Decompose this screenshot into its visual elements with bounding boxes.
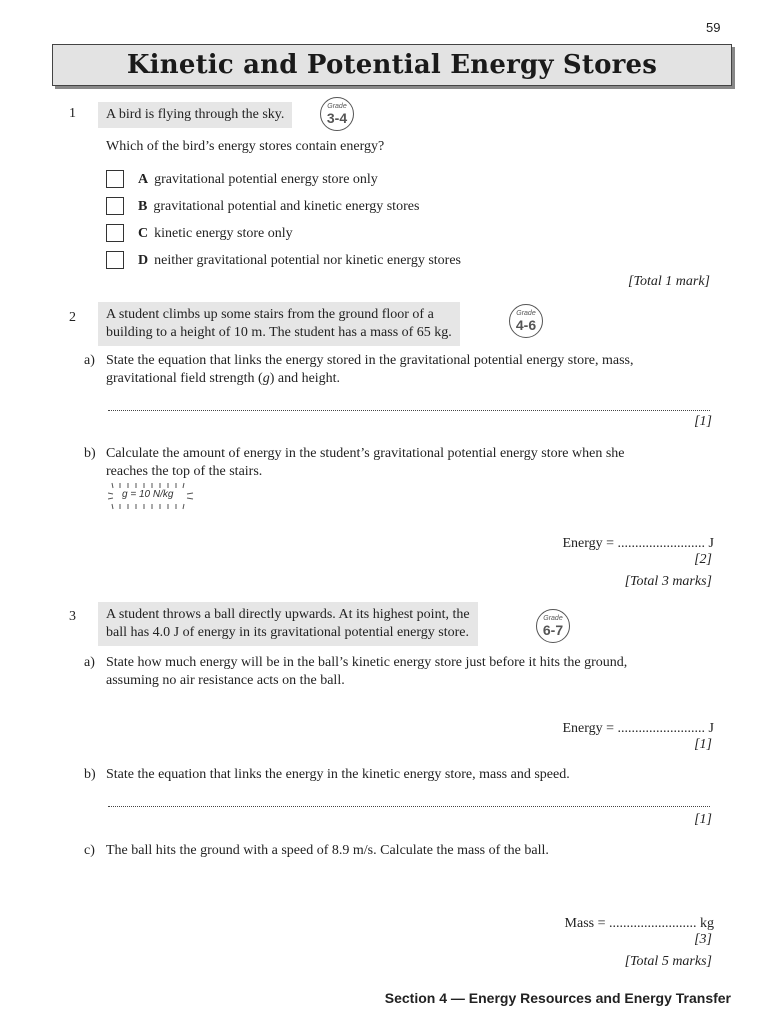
option-c-checkbox[interactable] [106,224,124,242]
stem-line: ball has 4.0 J of energy in its gravitational potential energy store. [106,625,470,640]
part-label: b) [84,446,96,461]
question-2a-text [106,352,633,388]
question-2a-mark: [1] [694,414,712,429]
question-1-stem: A bird is flying through the sky. [98,102,292,128]
grade-range: 6-7 [542,621,564,638]
option-d-checkbox[interactable] [106,251,124,269]
option-letter: B [138,199,148,214]
option-b-checkbox[interactable] [106,197,124,215]
question-3c-text: The ball hits the ground with a speed of 8.9 m/s. Calculate the mass of the ball. [106,843,549,858]
text-line: Calculate the amount of energy in the student’s gravitational potential energy store when she [106,446,625,461]
question-3a-text [106,654,627,690]
question-3-total: [Total 5 marks] [624,954,712,969]
question-3c-answer[interactable]: Mass = ......................... kg [564,916,714,931]
question-1-prompt: Which of the bird’s energy stores contain energy? [106,139,385,154]
question-3b-mark: [1] [694,812,712,827]
grade-range: 3-4 [326,109,348,126]
part-label: a) [84,655,95,670]
question-3-stem [98,602,478,646]
stem-line: A student throws a ball directly upwards. At its highest point, the [106,607,470,622]
question-3b-text: State the equation that links the energy in the kinetic energy store, mass and speed. [106,767,570,782]
grade-range: 4-6 [515,316,537,333]
grade-badge-q3 [536,609,570,643]
option-letter: A [138,172,149,187]
page-title-box [52,44,732,86]
option-text: neither gravitational potential nor kinetic energy stores [154,253,461,268]
question-2b-mark: [2] [694,552,712,567]
option-text: gravitational potential and kinetic energy stores [153,199,420,214]
text-line: State how much energy will be in the ball’s kinetic energy store just before it hits the ground, [106,655,628,670]
grade-label: Grade [543,614,563,622]
stem-line: A student climbs up some stairs from the ground floor of a [106,307,434,322]
grade-label: Grade [327,102,347,110]
page-title: Kinetic and Potential Energy Stores [126,50,658,80]
text-line: gravitational field strength (g) and height. [106,371,341,386]
option-d [138,252,461,270]
option-c [138,225,293,243]
answer-line[interactable] [108,410,710,411]
stem-line: building to a height of 10 m. The student has a mass of 65 kg. [106,325,452,340]
option-letter: D [138,253,149,268]
grade-badge-q2 [509,304,543,338]
question-3a-mark: [1] [694,737,712,752]
option-text: kinetic energy store only [154,226,293,241]
section-footer: Section 4 — Energy Resources and Energy Transfer [384,990,731,1006]
answer-line[interactable] [108,806,710,807]
question-3c-mark: [3] [694,932,712,947]
part-label: b) [84,767,96,782]
hint-bubble [108,481,194,511]
grade-label: Grade [516,309,536,317]
part-label: c) [84,843,95,858]
question-2-number: 2 [69,310,76,325]
question-2b-text [106,445,625,481]
text-line: State the equation that links the energy stored in the gravitational potential energy store, mass, [106,353,634,368]
option-a [138,171,378,189]
grade-badge-q1 [320,97,354,131]
question-3-number: 3 [69,609,76,624]
part-label: a) [84,353,95,368]
option-letter: C [138,226,149,241]
question-1-number: 1 [69,106,76,121]
text-line: reaches the top of the stairs. [106,464,263,479]
option-b [138,198,419,216]
option-text: gravitational potential energy store only [154,172,378,187]
question-2b-answer[interactable]: Energy = ......................... J [562,536,714,551]
question-3a-answer[interactable]: Energy = ......................... J [562,721,714,736]
page-number: 59 [706,20,721,35]
question-2-stem [98,302,460,346]
question-1-total: [Total 1 mark] [628,274,710,289]
option-a-checkbox[interactable] [106,170,124,188]
hint-text: g = 10 N/kg [122,489,174,500]
question-2-total: [Total 3 marks] [624,574,712,589]
text-line: assuming no air resistance acts on the ball. [106,673,345,688]
